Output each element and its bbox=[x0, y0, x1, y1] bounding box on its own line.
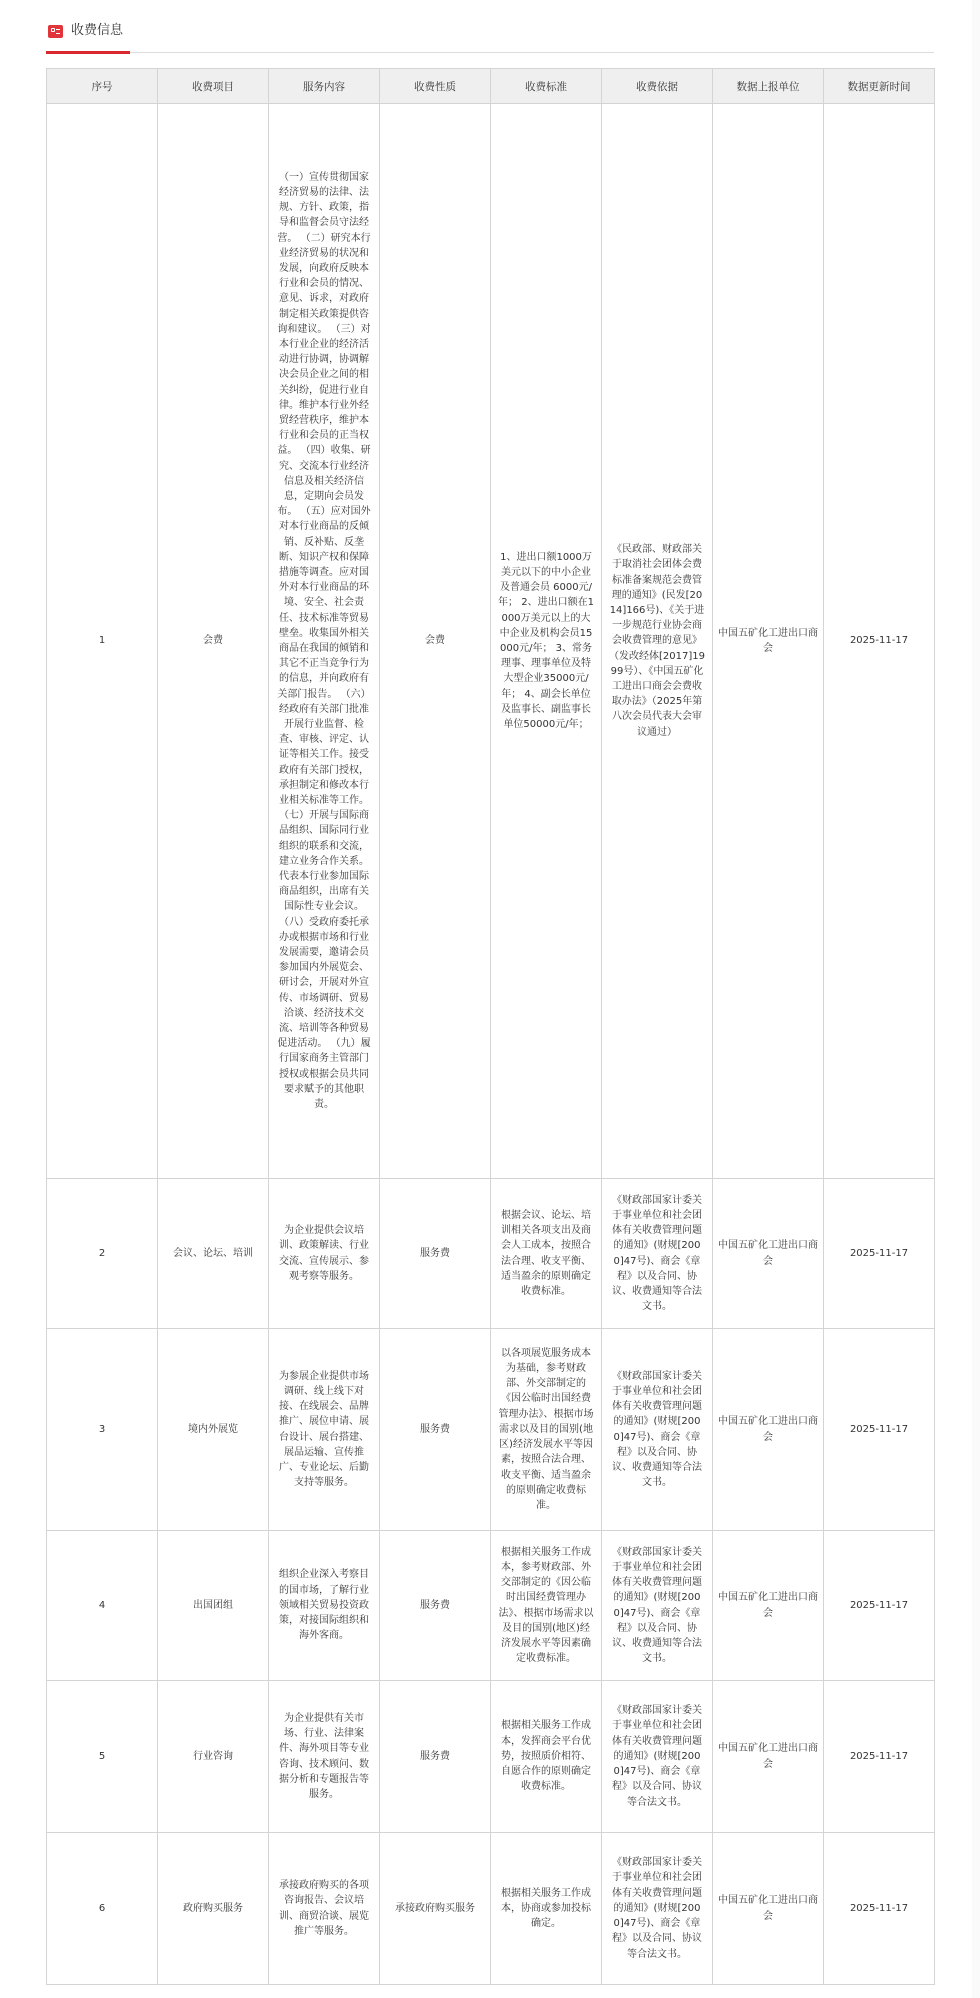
cell-basis: 《财政部国家计委关于事业单位和社会团体有关收费管理问题的通知》(财规[2000]47号)、商会《章程》以及合同、协议、收费通知等合法文书。 bbox=[602, 1531, 713, 1681]
cell-content: 承接政府购买的各项咨询报告、会议培训、商贸洽谈、展览推广等服务。 bbox=[269, 1833, 380, 1985]
table-row bbox=[47, 1681, 935, 1833]
cell-nature: 服务费 bbox=[380, 1179, 491, 1329]
cell-item: 政府购买服务 bbox=[158, 1833, 269, 1985]
cell-item: 境内外展览 bbox=[158, 1329, 269, 1531]
cell-basis: 《财政部国家计委关于事业单位和社会团体有关收费管理问题的通知》(财规[2000]47号)、商会《章程》以及合同、协议、收费通知等合法文书。 bbox=[602, 1329, 713, 1531]
section-title-underline bbox=[46, 51, 130, 54]
cell-basis: 《财政部国家计委关于事业单位和社会团体有关收费管理问题的通知》(财规[2000]47号)、商会《章程》以及合同、协议、收费通知等合法文书。 bbox=[602, 1179, 713, 1329]
cell-unit: 中国五矿化工进出口商会 bbox=[713, 1329, 824, 1531]
cell-date: 2025-11-17 bbox=[824, 1329, 935, 1531]
table-row bbox=[47, 104, 935, 1179]
table-header-row bbox=[47, 69, 935, 104]
cell-basis: 《财政部国家计委关于事业单位和社会团体有关收费管理问题的通知》(财规[2000]47号)、商会《章程》以及合同、协议等合法文书。 bbox=[602, 1681, 713, 1833]
cell-item: 会议、论坛、培训 bbox=[158, 1179, 269, 1329]
cell-nature: 服务费 bbox=[380, 1681, 491, 1833]
cell-item: 出国团组 bbox=[158, 1531, 269, 1681]
cell-date: 2025-11-17 bbox=[824, 1833, 935, 1985]
cell-content: （一）宣传贯彻国家经济贸易的法律、法规、方针、政策，指导和监督会员守法经营。 （二）研究本行业经济贸易的状况和发展，向政府反映本行业和会员的情况、意见、诉求，对政府制定相关政策提供咨询和建议。 （三）对本行业企业的经济活动进行协调，协调解决会员企业之间的相关纠纷，促进行业自律。维护本行业外经贸经营秩序，维护本行业和会员的正当权益。 （四）收集、研究、交流本行业经济信息及相关经济信息，定期向会员发布。 （五）应对国外对本行业商品的反倾销、反补贴、反垄断、知识产权和保障措施等调查。应对国外对本行业商品的环境、安全、社会责任、技术标准等贸易壁垒。收集国外相关商品在我国的倾销和其它不正当竞争行为的信息，并向政府有关部门报告。 （六）经政府有关部门批准开展行业监督、检查、审核、评定、认证等相关工作。接受政府有关部门授权，承担制定和修改本行业相关标准等工作。 （七）开展与国际商品组织、国际同行业组织的联系和交流，建立业务合作关系。代表本行业参加国际商品组织，出席有关国际性专业会议。 （八）受政府委托承办或根据市场和行业发展需要，邀请会员参加国内外展览会、研讨会，开展对外宣传、市场调研、贸易洽谈、经济技术交流、培训等各种贸易促进活动。 （九）履行国家商务主管部门授权或根据会员共同要求赋予的其他职责。 bbox=[269, 104, 380, 1179]
section-title: 收费信息 bbox=[71, 23, 124, 38]
cell-nature: 服务费 bbox=[380, 1329, 491, 1531]
cell-index: 3 bbox=[47, 1329, 158, 1531]
fee-info-panel bbox=[46, 0, 934, 1960]
cell-index: 1 bbox=[47, 104, 158, 1179]
cell-unit: 中国五矿化工进出口商会 bbox=[713, 104, 824, 1179]
table-row bbox=[47, 1179, 935, 1329]
cell-nature: 承接政府购买服务 bbox=[380, 1833, 491, 1985]
header-item: 收费项目 bbox=[158, 69, 269, 104]
cell-date: 2025-11-17 bbox=[824, 1681, 935, 1833]
cell-unit: 中国五矿化工进出口商会 bbox=[713, 1833, 824, 1985]
header-date: 数据更新时间 bbox=[824, 69, 935, 104]
header-basis: 收费依据 bbox=[602, 69, 713, 104]
cell-date: 2025-11-17 bbox=[824, 1179, 935, 1329]
cell-standard: 以各项展览服务成本为基础，参考财政部、外交部制定的《因公临时出国经费管理办法》、根据市场需求以及目的国别(地区)经济发展水平等因素，按照合法合理、收支平衡、适当盈余的原则确定收费标准。 bbox=[491, 1329, 602, 1531]
section-header bbox=[46, 0, 934, 53]
cell-standard: 1、进出口额1000万美元以下的中小企业及普通会员 6000元/年； 2、进出口额在1000万美元以上的大中企业及机构会员15000元/年； 3、常务理事、理事单位及特大型企业35000元/年； 4、副会长单位及监事长、副监事长单位50000元/年； bbox=[491, 104, 602, 1179]
cell-date: 2025-11-17 bbox=[824, 104, 935, 1179]
cell-unit: 中国五矿化工进出口商会 bbox=[713, 1179, 824, 1329]
header-standard: 收费标准 bbox=[491, 69, 602, 104]
cell-standard: 根据相关服务工作成本，协商或参加投标确定。 bbox=[491, 1833, 602, 1985]
cell-nature: 服务费 bbox=[380, 1531, 491, 1681]
cell-unit: 中国五矿化工进出口商会 bbox=[713, 1531, 824, 1681]
header-index: 序号 bbox=[47, 69, 158, 104]
fee-table bbox=[46, 68, 935, 1985]
cell-index: 6 bbox=[47, 1833, 158, 1985]
page-scrollbar[interactable] bbox=[972, 0, 980, 1998]
header-nature: 收费性质 bbox=[380, 69, 491, 104]
cell-unit: 中国五矿化工进出口商会 bbox=[713, 1681, 824, 1833]
table-row bbox=[47, 1833, 935, 1985]
cell-standard: 根据相关服务工作成本，发挥商会平台优势，按照质价相符、自愿合作的原则确定收费标准。 bbox=[491, 1681, 602, 1833]
cell-basis: 《财政部国家计委关于事业单位和社会团体有关收费管理问题的通知》(财规[2000]47号)、商会《章程》以及合同、协议等合法文书。 bbox=[602, 1833, 713, 1985]
fee-list-icon bbox=[48, 25, 63, 38]
table-row bbox=[47, 1531, 935, 1681]
cell-index: 5 bbox=[47, 1681, 158, 1833]
cell-content: 为企业提供有关市场、行业、法律案件、海外项目等专业咨询、技术顾问、数据分析和专题报告等服务。 bbox=[269, 1681, 380, 1833]
cell-content: 为参展企业提供市场调研、线上线下对接、在线展会、品牌推广、展位申请、展台设计、展台搭建、展品运输、宣传推广、专业论坛、后勤支持等服务。 bbox=[269, 1329, 380, 1531]
cell-content: 为企业提供会议培训、政策解读、行业交流、宣传展示、参观考察等服务。 bbox=[269, 1179, 380, 1329]
cell-basis: 《民政部、财政部关于取消社会团体会费标准备案规范会费管理的通知》(民发[2014]166号)、《关于进一步规范行业协会商会收费管理的意见》（发改经体[2017]1999号）、《中国五矿化工进出口商会会费收取办法》（2025年第八次会员代表大会审议通过） bbox=[602, 104, 713, 1179]
header-content: 服务内容 bbox=[269, 69, 380, 104]
cell-standard: 根据相关服务工作成本，参考财政部、外交部制定的《因公临时出国经费管理办法》、根据市场需求以及目的国别(地区)经济发展水平等因素确定收费标准。 bbox=[491, 1531, 602, 1681]
cell-index: 2 bbox=[47, 1179, 158, 1329]
cell-date: 2025-11-17 bbox=[824, 1531, 935, 1681]
table-row bbox=[47, 1329, 935, 1531]
header-unit: 数据上报单位 bbox=[713, 69, 824, 104]
cell-item: 会费 bbox=[158, 104, 269, 1179]
cell-index: 4 bbox=[47, 1531, 158, 1681]
cell-standard: 根据会议、论坛、培训相关各项支出及商会人工成本，按照合法合理、收支平衡、适当盈余的原则确定收费标准。 bbox=[491, 1179, 602, 1329]
cell-content: 组织企业深入考察目的国市场，了解行业领域相关贸易投资政策，对接国际组织和海外客商。 bbox=[269, 1531, 380, 1681]
cell-item: 行业咨询 bbox=[158, 1681, 269, 1833]
cell-nature: 会费 bbox=[380, 104, 491, 1179]
